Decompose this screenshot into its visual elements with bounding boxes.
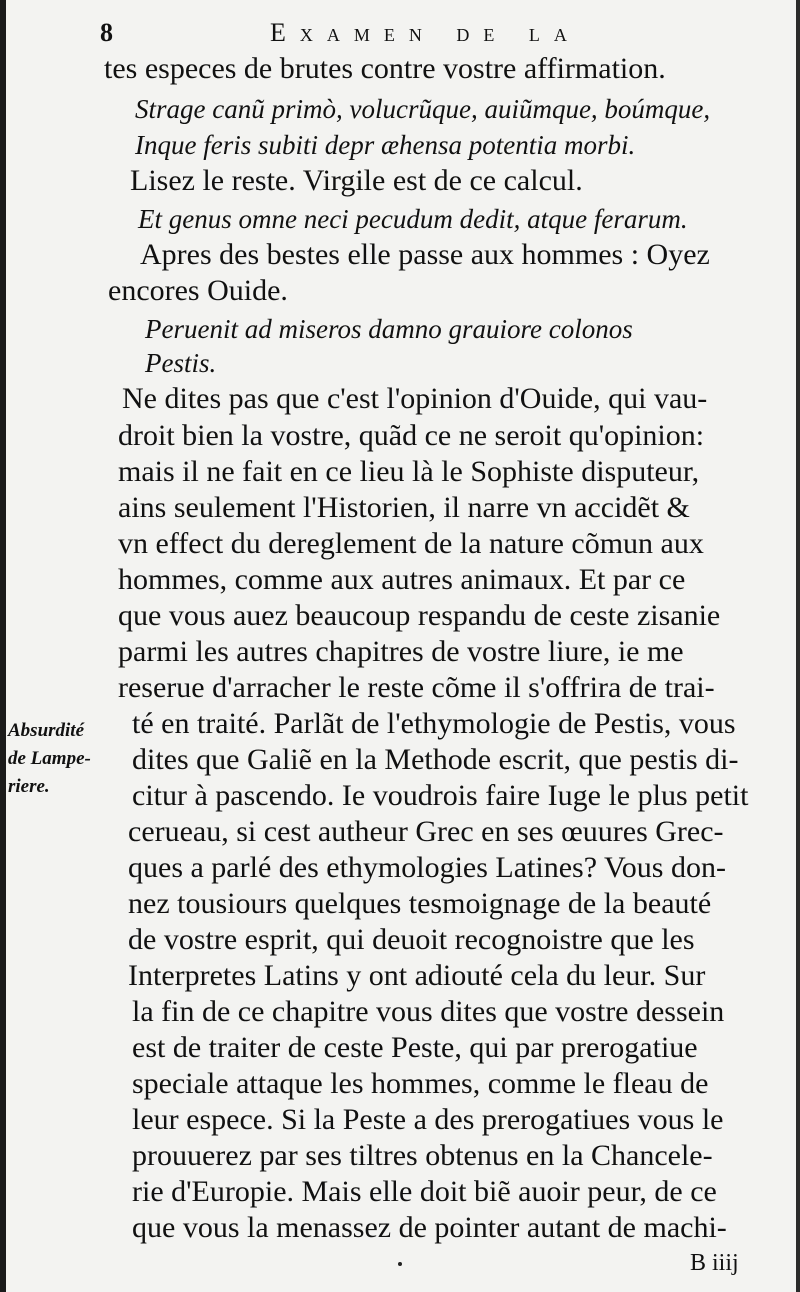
text-line: Apres des bestes elle passe aux hommes : Oyez [140, 238, 710, 271]
text-line: tes especes de brutes contre vostre affirmation. [104, 52, 666, 85]
text-line: Strage canũ primò, volucrũque, auiũmque, boúmque, [135, 94, 711, 124]
text-line: citur à pascendo. Ie voudrois faire Iuge le plus petit [132, 779, 749, 812]
text-line: que vous auez beaucoup respandu de ceste zisanie [118, 599, 721, 632]
text-line: Lisez le reste. Virgile est de ce calcul. [130, 164, 583, 197]
text-line: té en traité. Parlãt de l'ethymologie de Pestis, vous [132, 707, 736, 740]
text-line: droit bien la vostre, quãd ce ne seroit qu'opinion: [118, 419, 705, 452]
running-head: Examen de la [270, 18, 581, 47]
page-right-edge [796, 0, 800, 1292]
text-line: vn effect du dereglement de la nature cõmun aux [118, 527, 704, 560]
text-line: Inque feris subiti depr æhensa potentia morbi. [135, 130, 636, 160]
text-line: Pestis. [145, 348, 217, 378]
text-line: rie d'Europie. Mais elle doit biẽ auoir peur, de ce [132, 1175, 717, 1208]
text-line: leur espece. Si la Peste a des prerogatiues vous le [132, 1103, 724, 1136]
text-line: prouuerez par ses tiltres obtenus en la Chancele- [132, 1139, 713, 1172]
page-number: 8 [100, 18, 115, 47]
text-line: speciale attaque les hommes, comme le fleau de [132, 1067, 709, 1100]
text-line: encores Ouide. [108, 274, 288, 307]
text-line: ques a parlé des ethymologies Latines? Vous don- [128, 851, 726, 884]
marginal-note-line: de Lampe- [8, 748, 91, 769]
text-line: Peruenit ad miseros damno grauiore colonos [145, 314, 633, 344]
text-line: Interpretes Latins y ont adiouté cela du leur. Sur [128, 959, 706, 992]
text-line: est de traiter de ceste Peste, qui par prerogatiue [132, 1031, 698, 1064]
marginal-note-line: riere. [8, 776, 50, 797]
text-line: mais il ne fait en ce lieu là le Sophiste disputeur, [118, 455, 700, 488]
page-left-edge [0, 0, 6, 1292]
ink-dot [398, 1262, 402, 1266]
text-line: Ne dites pas que c'est l'opinion d'Ouide, qui vau- [122, 382, 708, 415]
text-line: parmi les autres chapitres de vostre liure, ie me [118, 635, 684, 668]
text-line: cerueau, si cest autheur Grec en ses œuures Grec- [128, 815, 724, 848]
text-line: dites que Galiẽ en la Methode escrit, que pestis di- [132, 743, 739, 776]
text-line: que vous la menassez de pointer autant de machi- [132, 1211, 727, 1244]
signature-mark: B iiij [690, 1250, 739, 1276]
text-line: de vostre esprit, qui deuoit recognoistre que les [128, 923, 695, 956]
text-line: reserue d'arracher le reste cõme il s'offrira de trai- [118, 671, 715, 704]
text-line: ains seulement l'Historien, il narre vn accidẽt & [118, 491, 690, 524]
text-line: la fin de ce chapitre vous dites que vostre dessein [132, 995, 725, 1028]
page-header [100, 18, 790, 56]
text-line: nez tousiours quelques tesmoignage de la beauté [128, 887, 712, 920]
text-line: Et genus omne neci pecudum dedit, atque ferarum. [138, 204, 688, 234]
text-line: hommes, comme aux autres animaux. Et par ce [118, 563, 686, 596]
marginal-note-line: Absurdité [8, 720, 85, 741]
